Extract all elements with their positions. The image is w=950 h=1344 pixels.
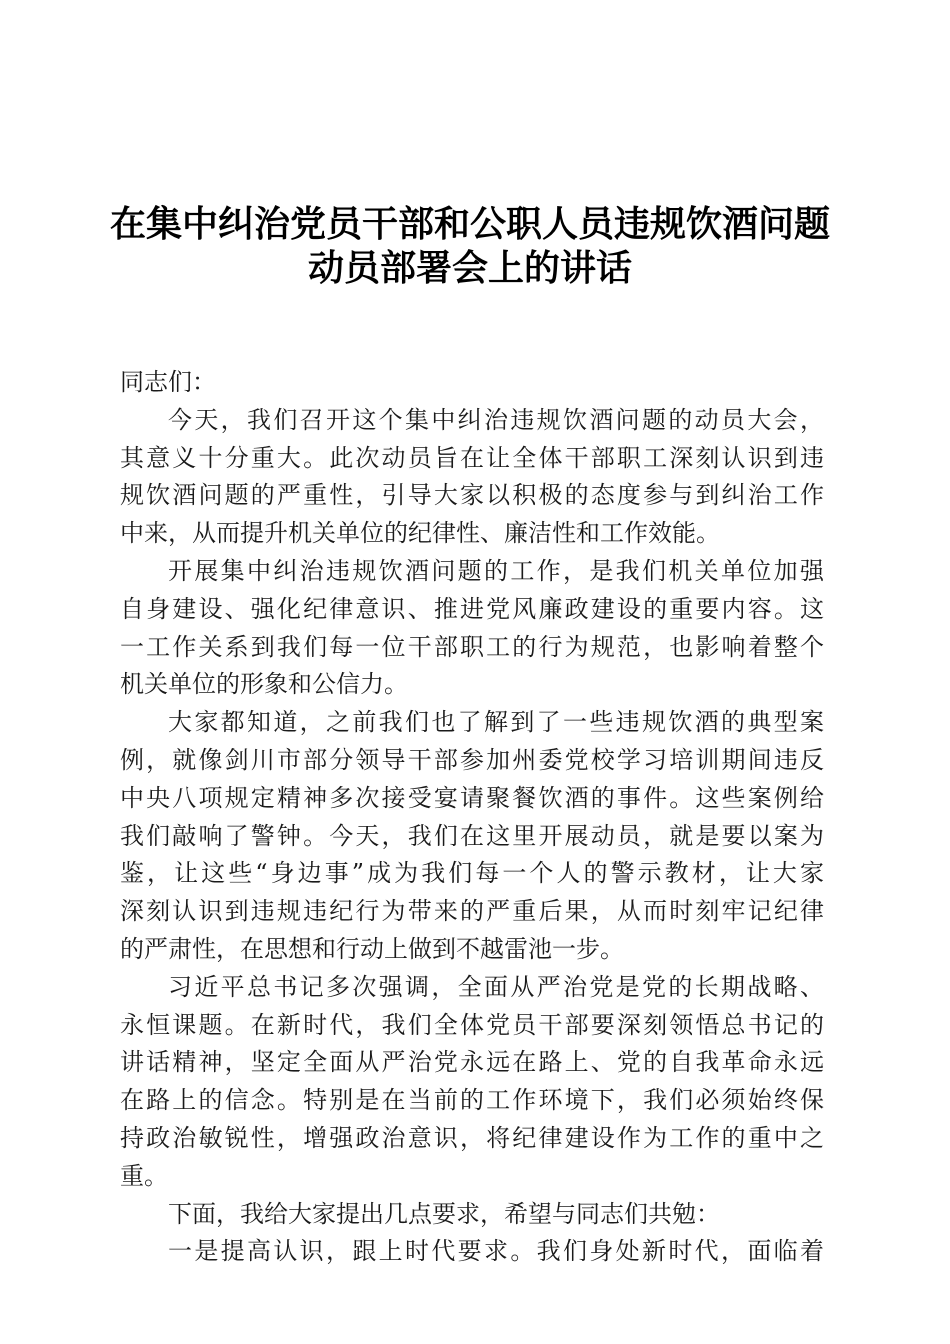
document-body	[120, 364, 824, 1271]
body-line: 讲话精神，坚定全面从严治党永远在路上、党的自我革命永远	[120, 1048, 824, 1077]
body-line: 永恒课题。在新时代，我们全体党员干部要深刻领悟总书记的	[120, 1010, 824, 1039]
salutation: 同志们：	[120, 368, 216, 396]
body-line: 的严肃性，在思想和行动上做到不越雷池一步。	[120, 934, 624, 963]
body-line: 一是提高认识，跟上时代要求。我们身处新时代，面临着	[168, 1237, 824, 1266]
body-line: 大家都知道，之前我们也了解到了一些违规饮酒的典型案	[168, 708, 824, 737]
body-line: 今天，我们召开这个集中纠治违规饮酒问题的动员大会，	[168, 405, 824, 434]
document-title-line-1: 在集中纠治党员干部和公职人员违规饮酒问题	[109, 203, 830, 245]
body-line: 开展集中纠治违规饮酒问题的工作，是我们机关单位加强	[168, 556, 824, 585]
body-line: 例，就像剑川市部分领导干部参加州委党校学习培训期间违反	[120, 745, 824, 774]
body-line: 自身建设、强化纪律意识、推进党风廉政建设的重要内容。这	[120, 594, 824, 623]
body-line: 鉴，让这些“身边事”成为我们每一个人的警示教材，让大家	[120, 859, 824, 888]
document-title-line-2: 动员部署会上的讲话	[307, 247, 632, 289]
body-line: 机关单位的形象和公信力。	[120, 670, 408, 699]
body-line: 中来，从而提升机关单位的纪律性、廉洁性和工作效能。	[120, 519, 720, 548]
body-line: 下面，我给大家提出几点要求，希望与同志们共勉：	[168, 1199, 720, 1228]
body-line: 深刻认识到违规违纪行为带来的严重后果，从而时刻牢记纪律	[120, 897, 824, 926]
body-line: 重。	[120, 1161, 168, 1190]
body-line: 习近平总书记多次强调，全面从严治党是党的长期战略、	[168, 972, 824, 1001]
body-line: 其意义十分重大。此次动员旨在让全体干部职工深刻认识到违	[120, 443, 824, 472]
body-line: 中央八项规定精神多次接受宴请聚餐饮酒的事件。这些案例给	[120, 783, 824, 812]
body-line: 在路上的信念。特别是在当前的工作环境下，我们必须始终保	[120, 1086, 824, 1115]
body-line: 我们敲响了警钟。今天，我们在这里开展动员，就是要以案为	[120, 821, 824, 850]
body-line: 一工作关系到我们每一位干部职工的行为规范，也影响着整个	[120, 632, 824, 661]
body-line: 规饮酒问题的严重性，引导大家以积极的态度参与到纠治工作	[120, 481, 824, 510]
body-line: 持政治敏锐性，增强政治意识，将纪律建设作为工作的重中之	[120, 1123, 824, 1152]
